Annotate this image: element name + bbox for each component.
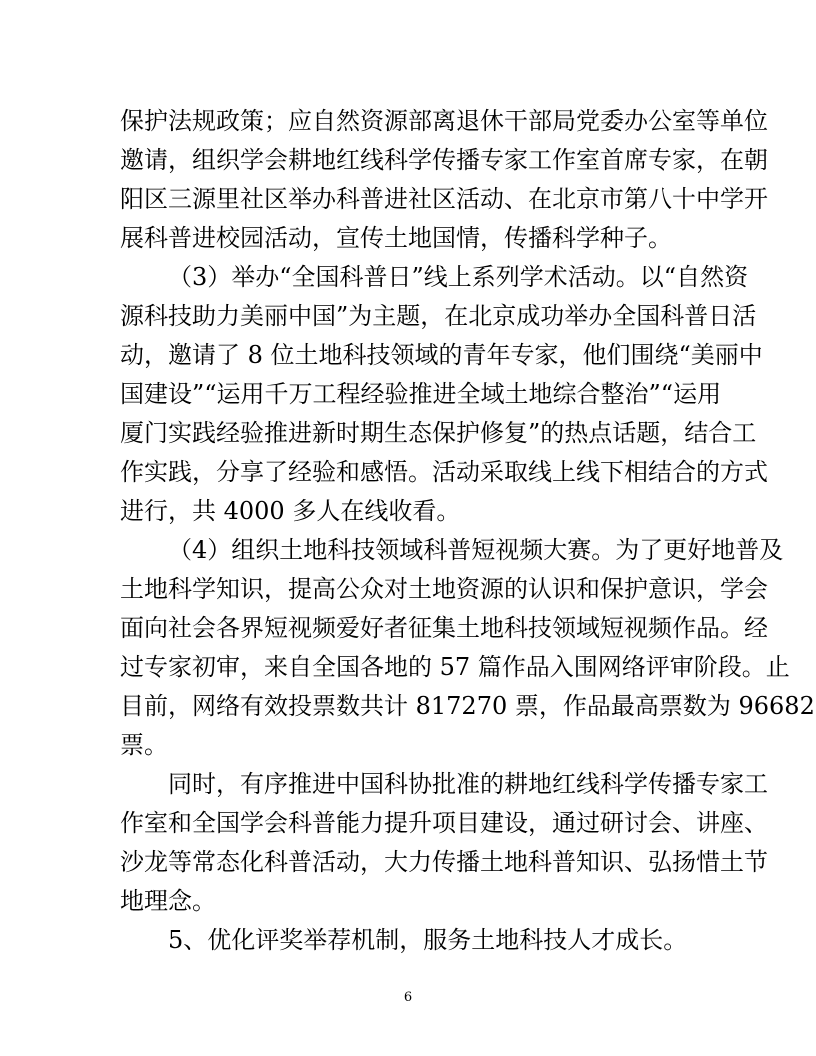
text-line: 国建设”“运用千万工程经验推进全域土地综合整治”“运用 xyxy=(120,380,722,408)
text-line: 同时，有序推进中国科协批准的耕地红线科学传播专家工 xyxy=(168,770,768,798)
page-number: 6 xyxy=(403,990,413,1005)
text-line: 源科技助力美丽中国”为主题，在北京成功举办全国科普日活 xyxy=(120,302,757,330)
text-line: 面向社会各界短视频爱好者征集土地科技领域短视频作品。经 xyxy=(120,614,768,642)
text-line: 目前，网络有效投票数共计 817270 票，作品最高票数为 96682 xyxy=(120,692,815,720)
text-line: 阳区三源里社区举办科普进社区活动、在北京市第八十中学开 xyxy=(120,185,768,213)
text-line: 票。 xyxy=(120,731,168,759)
text-line: 5、优化评奖举荐机制，服务土地科技人才成长。 xyxy=(168,926,688,954)
text-line: 沙龙等常态化科普活动，大力传播土地科普知识、弘扬惜土节 xyxy=(120,848,768,876)
text-line: 进行，共 4000 多人在线收看。 xyxy=(120,497,461,525)
text-line: 厦门实践经验推进新时期生态保护修复”的热点话题，结合工 xyxy=(120,419,757,447)
text-line: 展科普进校园活动，宣传土地国情，传播科学种子。 xyxy=(120,224,672,252)
text-line: 土地科学知识，提高公众对土地资源的认识和保护意识，学会 xyxy=(120,575,768,603)
text-line: 过专家初审，来自全国各地的 57 篇作品入围网络评审阶段。止 xyxy=(120,653,790,681)
text-line: 地理念。 xyxy=(120,887,216,915)
text-line: 作室和全国学会科普能力提升项目建设，通过研讨会、讲座、 xyxy=(120,809,768,837)
text-line: 保护法规政策；应自然资源部离退休干部局党委办公室等单位 xyxy=(120,107,768,135)
text-line: 作实践，分享了经验和感悟。活动采取线上线下相结合的方式 xyxy=(120,458,768,486)
text-line: 动，邀请了 8 位土地科技领域的青年专家，他们围绕“美丽中 xyxy=(120,341,763,369)
text-line: 邀请，组织学会耕地红线科学传播专家工作室首席专家，在朝 xyxy=(120,146,768,174)
text-line: （4）组织土地科技领域科普短视频大赛。为了更好地普及 xyxy=(168,536,784,564)
text-line: （3）举办“全国科普日”线上系列学术活动。以“自然资 xyxy=(168,263,749,291)
